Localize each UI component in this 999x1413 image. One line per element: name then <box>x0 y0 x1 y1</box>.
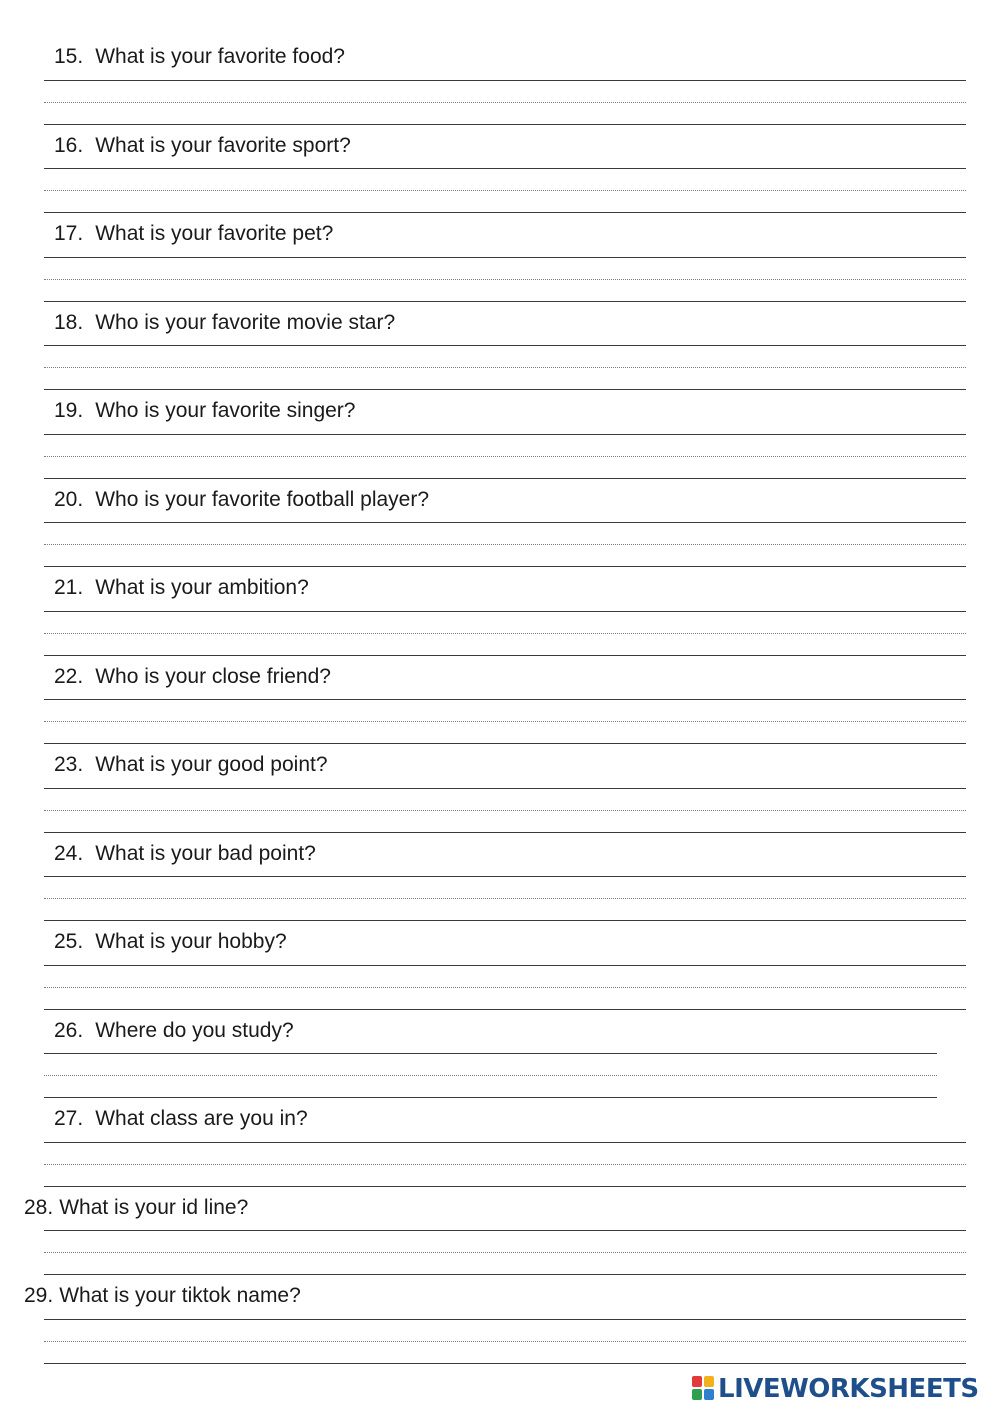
logo-tiles-icon <box>692 1376 716 1402</box>
question-25 <box>54 930 287 954</box>
question-number: 23. <box>54 753 84 776</box>
answer-line[interactable] <box>44 434 966 435</box>
question-text: Who is your favorite singer? <box>95 399 356 422</box>
question-text: Where do you study? <box>95 1019 294 1042</box>
writing-guide-line <box>44 1252 966 1253</box>
question-17 <box>54 222 333 246</box>
answer-line[interactable] <box>44 1053 937 1054</box>
answer-line[interactable] <box>44 1097 937 1098</box>
question-number: 28. <box>24 1196 54 1219</box>
writing-guide-line <box>44 367 966 368</box>
answer-line[interactable] <box>44 1363 966 1364</box>
question-text: Who is your favorite football player? <box>95 488 430 511</box>
question-16 <box>54 134 351 158</box>
writing-guide-line <box>44 633 966 634</box>
question-text: What is your favorite sport? <box>95 134 351 157</box>
question-text: What is your favorite pet? <box>95 222 334 245</box>
answer-line[interactable] <box>44 876 966 877</box>
answer-line[interactable] <box>44 1186 966 1187</box>
question-number: 16. <box>54 134 84 157</box>
answer-line[interactable] <box>44 1319 966 1320</box>
writing-guide-line <box>44 898 966 899</box>
question-18 <box>54 311 395 335</box>
answer-line[interactable] <box>44 257 966 258</box>
question-28 <box>24 1196 248 1220</box>
answer-line[interactable] <box>44 832 966 833</box>
answer-line[interactable] <box>44 478 966 479</box>
question-19 <box>54 399 355 423</box>
writing-guide-line <box>44 102 966 103</box>
question-number: 15. <box>54 45 84 68</box>
answer-line[interactable] <box>44 655 966 656</box>
question-27 <box>54 1107 308 1131</box>
question-text: Who is your favorite movie star? <box>95 311 396 334</box>
question-number: 20. <box>54 488 84 511</box>
question-text: What is your favorite food? <box>95 45 345 68</box>
question-text: What is your hobby? <box>95 930 287 953</box>
liveworksheets-logo <box>692 1374 979 1404</box>
writing-guide-line <box>44 1164 966 1165</box>
answer-line[interactable] <box>44 168 966 169</box>
writing-guide-line <box>44 544 966 545</box>
answer-line[interactable] <box>44 212 966 213</box>
question-number: 19. <box>54 399 84 422</box>
answer-line[interactable] <box>44 611 966 612</box>
answer-line[interactable] <box>44 788 966 789</box>
question-number: 25. <box>54 930 84 953</box>
writing-guide-line <box>44 1075 937 1076</box>
writing-guide-line <box>44 1341 966 1342</box>
writing-guide-line <box>44 810 966 811</box>
writing-guide-line <box>44 721 966 722</box>
question-text: What class are you in? <box>95 1107 308 1130</box>
question-text: What is your bad point? <box>95 842 316 865</box>
question-26 <box>54 1019 294 1043</box>
question-22 <box>54 665 331 689</box>
logo-text: LIVEWORKSHEETS <box>718 1374 979 1404</box>
answer-line[interactable] <box>44 566 966 567</box>
answer-line[interactable] <box>44 1274 966 1275</box>
answer-line[interactable] <box>44 1142 966 1143</box>
answer-line[interactable] <box>44 965 966 966</box>
question-number: 29. <box>24 1284 54 1307</box>
writing-guide-line <box>44 456 966 457</box>
logo-tile <box>704 1389 714 1400</box>
answer-line[interactable] <box>44 743 966 744</box>
question-text: What is your good point? <box>95 753 328 776</box>
question-29 <box>24 1284 301 1308</box>
question-20 <box>54 488 429 512</box>
logo-tile <box>704 1376 714 1387</box>
question-text: What is your ambition? <box>95 576 309 599</box>
writing-guide-line <box>44 987 966 988</box>
question-24 <box>54 842 316 866</box>
question-text: What is your tiktok name? <box>59 1284 301 1307</box>
question-number: 17. <box>54 222 84 245</box>
question-number: 27. <box>54 1107 84 1130</box>
question-text: What is your id line? <box>59 1196 249 1219</box>
answer-line[interactable] <box>44 1230 966 1231</box>
question-15 <box>54 45 345 69</box>
logo-tile <box>692 1389 702 1400</box>
writing-guide-line <box>44 190 966 191</box>
answer-line[interactable] <box>44 345 966 346</box>
question-number: 21. <box>54 576 84 599</box>
question-number: 26. <box>54 1019 84 1042</box>
question-number: 24. <box>54 842 84 865</box>
answer-line[interactable] <box>44 389 966 390</box>
question-23 <box>54 753 328 777</box>
answer-line[interactable] <box>44 80 966 81</box>
question-number: 22. <box>54 665 84 688</box>
answer-line[interactable] <box>44 124 966 125</box>
answer-line[interactable] <box>44 522 966 523</box>
question-text: Who is your close friend? <box>95 665 331 688</box>
writing-guide-line <box>44 279 966 280</box>
answer-line[interactable] <box>44 1009 966 1010</box>
question-number: 18. <box>54 311 84 334</box>
answer-line[interactable] <box>44 920 966 921</box>
answer-line[interactable] <box>44 301 966 302</box>
answer-line[interactable] <box>44 699 966 700</box>
question-21 <box>54 576 309 600</box>
logo-tile <box>692 1376 702 1387</box>
